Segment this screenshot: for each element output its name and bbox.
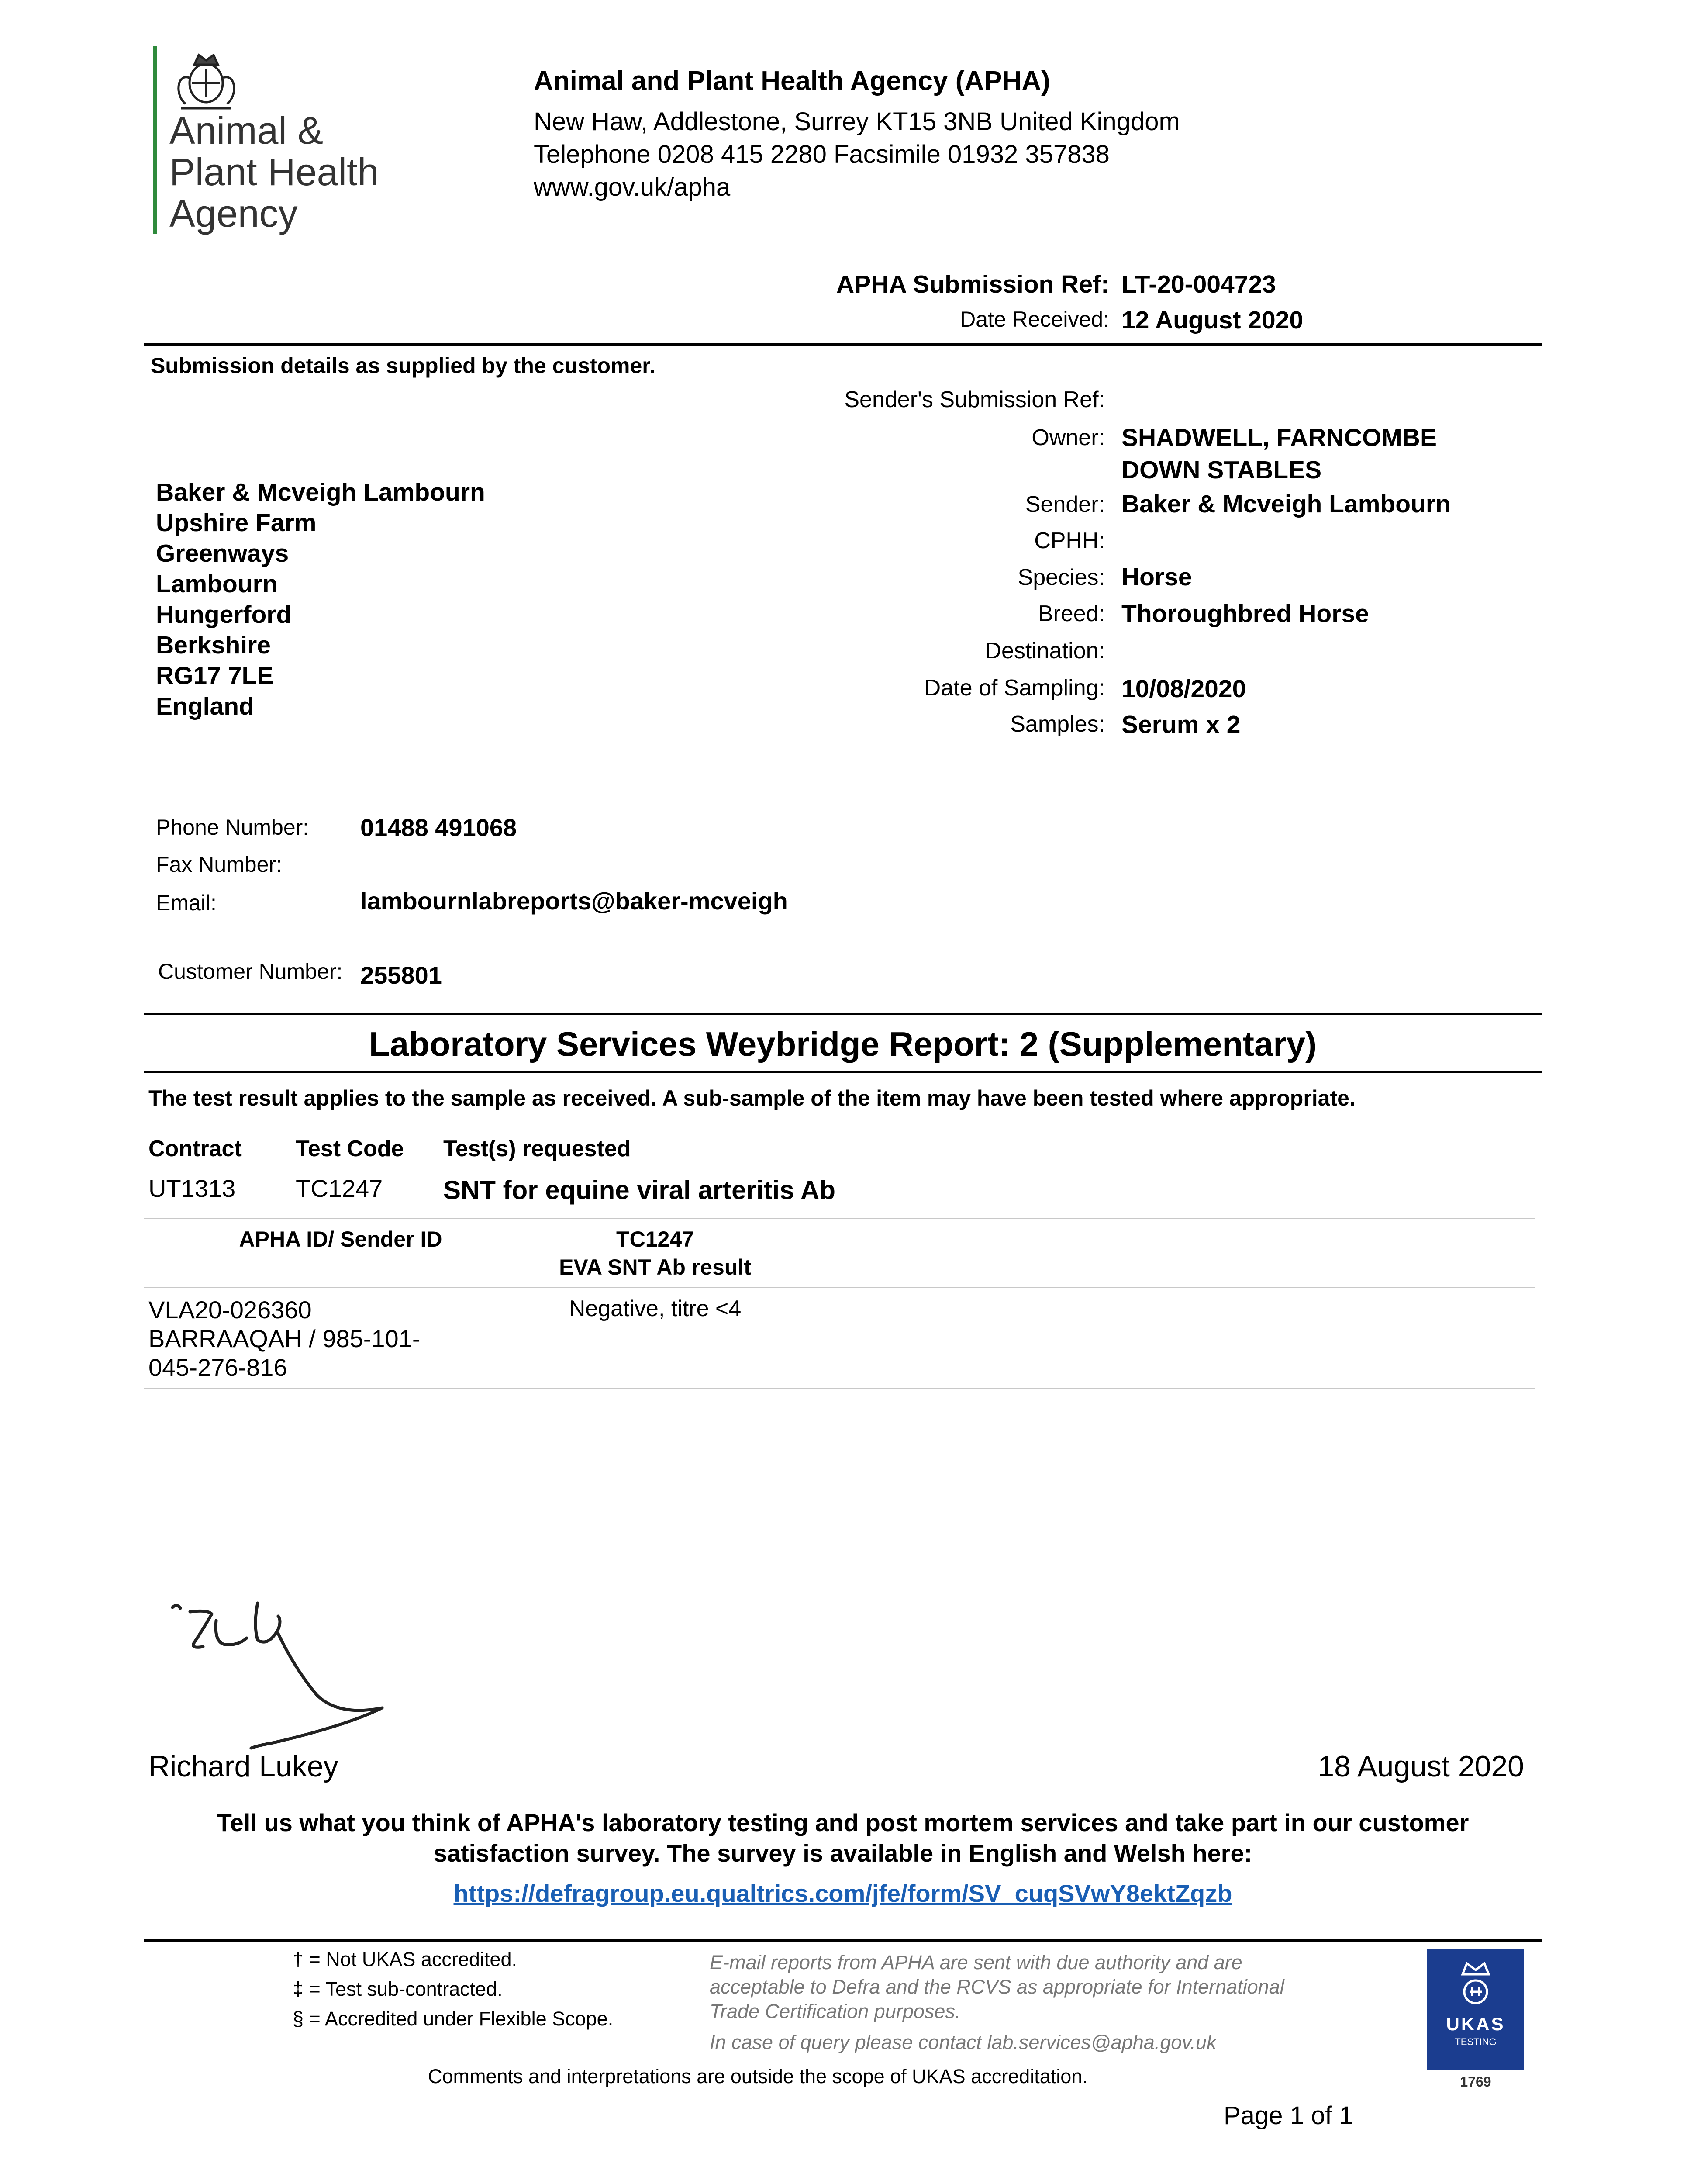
address-line: Lambourn (156, 570, 278, 598)
species-value: Horse (1121, 563, 1192, 591)
sender-id-line-2: 045-276-816 (148, 1354, 287, 1381)
phone-label: Phone Number: (156, 815, 309, 840)
result-table-top (144, 1218, 1535, 1219)
survey-text-line-2: satisfaction survey. The survey is available in English and Welsh here: (433, 1839, 1252, 1867)
address-line: England (156, 692, 254, 720)
disclaimer-line-3: Trade Certification purposes. (710, 2000, 961, 2022)
comments-note: Comments and interpretations are outside the scope of UKAS accreditation. (428, 2065, 1088, 2087)
date-received-value: 12 August 2020 (1121, 306, 1304, 334)
royal-crest-icon (168, 47, 245, 113)
report-title: Laboratory Services Weybridge Report: 2 (Supplementary) (369, 1025, 1317, 1063)
survey-text-line-1: Tell us what you think of APHA's laboratory testing and post mortem services and take part in our customer (217, 1809, 1469, 1836)
ukas-testing-label: TESTING (1455, 2036, 1497, 2047)
sampling-date-label: Date of Sampling: (924, 675, 1105, 701)
signature-date: 18 August 2020 (1318, 1750, 1524, 1783)
disclaimer-line-2: acceptable to Defra and the RCVS as appropriate for International (710, 1976, 1284, 1998)
samples-label: Samples: (1010, 712, 1105, 737)
result-table-bottom (144, 1388, 1535, 1389)
signatory-name: Richard Lukey (148, 1750, 338, 1783)
ukas-number: 1769 (1460, 2074, 1491, 2090)
species-label: Species: (1018, 565, 1105, 590)
ukas-badge (1427, 1949, 1524, 2070)
org-website: www.gov.uk/apha (534, 173, 731, 201)
ukas-label: UKAS (1446, 2014, 1505, 2034)
applies-note: The test result applies to the sample as received. A sub-sample of the item may have been tested where appropriate. (148, 1086, 1356, 1110)
address-line: Baker & Mcveigh Lambourn (156, 478, 485, 506)
cphh-label: CPHH: (1034, 528, 1105, 553)
submission-note: Submission details as supplied by the customer. (151, 353, 655, 378)
logo-green-bar (153, 46, 157, 234)
result-col-id: APHA ID/ Sender ID (239, 1227, 442, 1251)
divider-top (144, 343, 1542, 346)
sender-value: Baker & Mcveigh Lambourn (1121, 490, 1451, 518)
sender-label: Sender: (1025, 492, 1105, 517)
divider-report-bottom (144, 1071, 1542, 1073)
result-value: Negative, titre <4 (569, 1296, 742, 1321)
owner-label: Owner: (1032, 425, 1105, 450)
submission-ref-label: APHA Submission Ref: (836, 270, 1109, 298)
query-contact: In case of query please contact lab.services@apha.gov.uk (710, 2031, 1217, 2053)
sample-id: VLA20-026360 (148, 1296, 312, 1324)
page-number: Page 1 of 1 (1224, 2101, 1353, 2130)
org-address: New Haw, Addlestone, Surrey KT15 3NB United Kingdom (534, 107, 1180, 136)
customer-number-label: Customer Number: (158, 959, 343, 984)
address-line: Greenways (156, 539, 289, 567)
result-col-test-code: TC1247 (616, 1227, 694, 1251)
address-line: Hungerford (156, 601, 292, 629)
logo-line-3: Agency (169, 192, 298, 235)
org-phone: Telephone 0208 415 2280 Facsimile 01932 357838 (534, 140, 1110, 169)
divider-footer (144, 1939, 1542, 1942)
email-label: Email: (156, 891, 217, 915)
legend-flexible-scope: § = Accredited under Flexible Scope. (293, 2008, 614, 2030)
sender-ref-label: Sender's Submission Ref: (844, 387, 1105, 412)
sender-id-line-1: BARRAAQAH / 985-101- (148, 1325, 421, 1352)
contract-value: UT1313 (148, 1175, 236, 1202)
address-line: Berkshire (156, 631, 271, 659)
breed-value: Thoroughbred Horse (1121, 600, 1369, 628)
customer-number-value: 255801 (360, 961, 442, 989)
test-code-value: TC1247 (296, 1175, 383, 1202)
signature-icon (164, 1594, 391, 1752)
phone-value: 01488 491068 (360, 814, 517, 841)
divider-report-top (144, 1013, 1542, 1015)
legend-not-accredited: † = Not UKAS accredited. (293, 1948, 517, 1970)
test-name-value: SNT for equine viral arteritis Ab (443, 1175, 835, 1205)
submission-ref-value: LT-20-004723 (1121, 270, 1276, 298)
col-contract: Contract (148, 1136, 242, 1161)
legend-sub-contracted: ‡ = Test sub-contracted. (293, 1978, 503, 2000)
survey-link[interactable]: https://defragroup.eu.qualtrics.com/jfe/form/SV_cuqSVwY8ektZqzb (453, 1880, 1232, 1907)
disclaimer-line-1: E-mail reports from APHA are sent with due authority and are (710, 1951, 1242, 1973)
sampling-date-value: 10/08/2020 (1121, 675, 1246, 703)
address-line: RG17 7LE (156, 662, 274, 690)
org-name: Animal and Plant Health Agency (APHA) (534, 66, 1050, 96)
survey-link-wrap (144, 1879, 1542, 1908)
samples-value: Serum x 2 (1121, 711, 1241, 739)
logo-line-1: Animal & (169, 109, 324, 152)
date-received-label: Date Received: (960, 307, 1109, 332)
ukas-crown-icon (1454, 1957, 1497, 2005)
address-line: Upshire Farm (156, 509, 317, 537)
breed-label: Breed: (1038, 601, 1105, 626)
logo-line-2: Plant Health (169, 150, 379, 194)
destination-label: Destination: (985, 638, 1105, 663)
email-value: lambournlabreports@baker-mcveigh (360, 887, 788, 915)
owner-line-1: SHADWELL, FARNCOMBE (1121, 424, 1437, 452)
col-tests-requested: Test(s) requested (443, 1136, 631, 1161)
owner-line-2: DOWN STABLES (1121, 456, 1322, 484)
col-test-code: Test Code (296, 1136, 404, 1161)
result-table-header-line (144, 1287, 1535, 1288)
fax-label: Fax Number: (156, 852, 282, 877)
result-col-test-name: EVA SNT Ab result (559, 1255, 751, 1279)
